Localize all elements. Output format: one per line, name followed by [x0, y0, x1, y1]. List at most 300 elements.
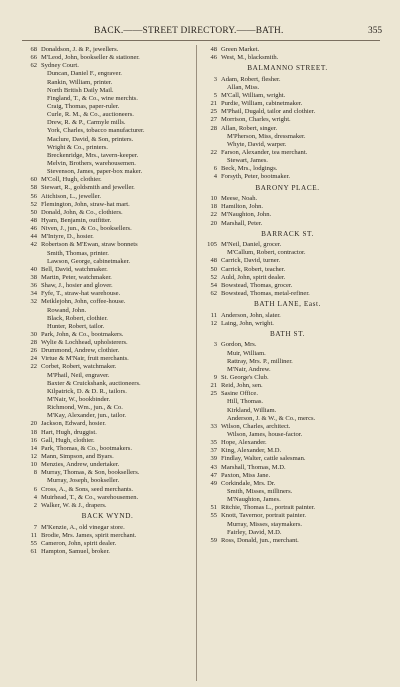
entry-text: Gordon, Mrs. [221, 341, 257, 349]
directory-entry [200, 133, 375, 141]
house-number: 16 [30, 436, 37, 444]
entry-text: Walker, W. & J., drapers. [41, 501, 107, 509]
entry-text: Hamilton, John. [221, 203, 264, 211]
entry-text: Baxter & Cruickshank, auctioneers. [47, 379, 141, 387]
entry-text: Curle, R. M., & Co., auctioneers. [47, 111, 134, 119]
entry-text: Stewart, James. [227, 157, 268, 165]
entry-text: M'Intyre, D., hosier. [41, 233, 94, 241]
directory-entry [20, 412, 195, 420]
house-number: 56 [30, 192, 37, 200]
entry-text: Hart, Hugh, druggist. [41, 428, 97, 436]
house-number: 48 [210, 46, 217, 53]
house-number: 61 [30, 547, 37, 555]
directory-entry [200, 266, 375, 274]
house-number: 4 [33, 493, 37, 501]
directory-entry [200, 341, 375, 349]
directory-entry [200, 46, 375, 54]
entry-text: St. George's Club. [221, 374, 269, 381]
entry-text: Muirhead, T., & Co., warehousemen. [41, 493, 139, 501]
directory-entry [200, 431, 375, 439]
house-number: 38 [30, 273, 37, 281]
page-header [0, 25, 400, 37]
entry-text: Donaldson, J. & P., jewellers. [41, 46, 119, 53]
house-number: 20 [210, 219, 217, 227]
house-number: 10 [30, 461, 37, 469]
entry-text: Farson, Alexander, tea merchant. [221, 149, 308, 157]
house-number: 48 [30, 216, 37, 224]
directory-entry [20, 160, 195, 168]
house-number: 46 [210, 54, 217, 62]
entry-text: M'Nair, W., bookbinder. [47, 396, 111, 404]
column-divider [196, 45, 197, 681]
house-number: 9 [213, 374, 217, 381]
directory-entry [200, 537, 375, 545]
entry-text: Duncan, Daniel F., engraver. [47, 70, 122, 78]
entry-text: M'Kenzie, A., old vinegar store. [41, 523, 125, 531]
house-number: 66 [30, 54, 37, 62]
entry-text: Findlay, Walter, cattle salesman. [221, 455, 306, 463]
house-number: 28 [30, 339, 37, 347]
house-number: 55 [210, 512, 217, 520]
directory-entry [200, 455, 375, 463]
directory-entry [200, 480, 375, 488]
directory-entry [20, 87, 195, 95]
directory-entry [200, 407, 375, 415]
directory-entry [20, 355, 195, 363]
house-number: 50 [30, 208, 37, 216]
directory-entry [200, 374, 375, 382]
directory-entry [20, 176, 195, 184]
street-heading: BACK WYND. [81, 512, 134, 521]
street-heading: BATH ST. [269, 329, 305, 338]
house-number: 22 [30, 363, 37, 371]
directory-entry [200, 203, 375, 211]
house-number: 25 [210, 390, 217, 398]
house-number: 40 [30, 265, 37, 273]
directory-entry [20, 339, 195, 347]
entry-text: Bell, David, watchmaker. [41, 265, 108, 273]
house-number: 46 [30, 225, 37, 233]
header-rule [22, 40, 380, 41]
entry-text: M'Phail, Neil, engraver. [47, 371, 110, 379]
house-number: 27 [210, 116, 217, 124]
house-number: 20 [30, 420, 37, 428]
house-number: 59 [210, 536, 217, 544]
directory-entry [20, 127, 195, 135]
directory-entry [200, 165, 375, 173]
house-number: 37 [210, 447, 217, 455]
directory-entry [200, 464, 375, 472]
entry-text: Ross, Donald, jun., merchant. [221, 536, 299, 544]
entry-text: Craig, Thomas, paper-ruler. [47, 102, 120, 110]
house-number: 21 [210, 382, 217, 390]
street-heading: BALMANNO STREET. [247, 64, 328, 73]
house-number: 11 [210, 311, 217, 319]
house-number: 47 [210, 471, 217, 479]
house-number: 68 [30, 46, 37, 53]
house-number: 30 [30, 330, 37, 338]
entry-text: M'Nair, Andrew. [227, 365, 271, 373]
entry-text: Breckenridge, Mrs., tavern-keeper. [47, 151, 139, 159]
entry-text: Hope, Alexander. [221, 439, 267, 447]
house-number: 10 [210, 195, 217, 203]
page-number: 355 [368, 26, 383, 36]
entry-text: Niven, J., jun., & Co., booksellers. [41, 225, 132, 233]
house-number: 11 [30, 531, 37, 539]
entry-text: York, Charles, tobacco manufacturer. [47, 127, 145, 135]
entry-text: Fingland, T., & Co., wine merchts. [47, 94, 138, 102]
house-number: 14 [30, 444, 37, 452]
entry-text: Aitchison, L., jeweller. [41, 192, 101, 200]
directory-entry [200, 241, 375, 249]
running-title: BACK.——STREET DIRECTORY.——BATH. [94, 26, 284, 36]
entry-text: Maclure, David, & Son, printers. [47, 135, 134, 143]
directory-entry [20, 380, 195, 388]
directory-entry [20, 548, 195, 556]
right-column [200, 46, 375, 545]
entry-text: Black, Robert, clothier. [47, 314, 108, 322]
directory-entry [200, 398, 375, 406]
entry-text: Meese, Noah. [221, 195, 258, 203]
entry-text: Fairley, David, M.D. [227, 528, 282, 536]
directory-entry [200, 141, 375, 149]
entry-text: Cross, A., & Sons, seed merchants. [41, 485, 134, 493]
directory-entry [20, 502, 195, 510]
house-number: 39 [210, 455, 217, 463]
house-number: 18 [210, 203, 217, 211]
directory-entry [200, 290, 375, 298]
directory-entry [200, 472, 375, 480]
house-number: 58 [30, 184, 37, 192]
entry-text: Ritchie, Thomas L., portrait painter. [221, 504, 316, 512]
entry-text: Auld, John, spirit dealer. [221, 273, 286, 281]
directory-entry [20, 111, 195, 119]
directory-entry [20, 404, 195, 412]
directory-entry [20, 420, 195, 428]
directory-entry [20, 372, 195, 380]
directory-entry [20, 540, 195, 548]
directory-entry [20, 429, 195, 437]
entry-text: Mann, Simpson, and Byars. [41, 453, 114, 461]
directory-entry [20, 453, 195, 461]
directory-entry [200, 350, 375, 358]
entry-text: Purdie, William, cabinetmaker. [221, 100, 303, 108]
directory-entry [20, 461, 195, 469]
house-number: 54 [210, 281, 217, 289]
directory-entry [20, 331, 195, 339]
directory-entry [200, 125, 375, 133]
directory-entry [20, 486, 195, 494]
house-number: 51 [210, 504, 217, 512]
house-number: 18 [30, 428, 37, 436]
entry-text: Rattray, Mrs. P., milliner. [227, 357, 293, 365]
directory-entry [20, 241, 195, 249]
entry-text: Muir, William. [227, 349, 266, 357]
directory-entry [200, 92, 375, 100]
directory-entry [200, 282, 375, 290]
directory-entry [200, 108, 375, 116]
directory-entry [20, 152, 195, 160]
house-number: 34 [30, 290, 37, 298]
directory-entry [200, 529, 375, 537]
entry-text: M'Callum, Robert, contractor. [227, 249, 306, 257]
street-heading: BARRACK ST. [261, 229, 314, 238]
house-number: 12 [210, 319, 217, 327]
house-number: 62 [30, 62, 37, 70]
entry-text: M'Leod, John, bookseller & stationer. [41, 54, 140, 62]
house-number: 52 [210, 273, 217, 281]
directory-entry [20, 396, 195, 404]
directory-entry [200, 504, 375, 512]
entry-text: Anderson, J. & W., & Co., mercs. [227, 414, 316, 422]
left-column [20, 46, 195, 556]
entry-text: Corbet, Robert, watchmaker. [41, 363, 117, 371]
entry-text: M'Call, William, wright. [221, 92, 286, 100]
directory-entry [20, 323, 195, 331]
entry-text: Bowstead, Thomas, metal-refiner. [221, 290, 310, 298]
directory-entry [20, 193, 195, 201]
entry-text: Park, John, & Co., bootmakers. [41, 330, 124, 338]
entry-text: Martin, Peter, watchmaker. [41, 273, 112, 281]
directory-entry [20, 298, 195, 306]
entry-text: Drew, R. & P., Carmyle mills. [47, 119, 126, 127]
entry-text: King, Alexander, M.D. [221, 447, 282, 455]
entry-text: Smith, Misses, milliners. [227, 487, 293, 495]
directory-entry [200, 521, 375, 529]
house-number: 43 [210, 463, 217, 471]
directory-entry [20, 209, 195, 217]
entry-text: Wright & Co., printers. [47, 143, 108, 151]
entry-text: Allan, Robert, singer. [221, 124, 278, 132]
entry-text: Wilson, Charles, architect. [221, 422, 291, 430]
house-number: 26 [30, 347, 37, 355]
house-number: 25 [210, 108, 217, 116]
entry-text: Paxton, Miss Jane. [221, 471, 271, 479]
directory-entry [200, 76, 375, 84]
entry-text: Marshall, Peter. [221, 219, 263, 227]
directory-entry [200, 173, 375, 181]
house-number: 50 [210, 265, 217, 273]
street-heading: BATH LANE, East. [253, 300, 322, 309]
directory-entry [200, 211, 375, 219]
entry-text: M'Kay, Alexander, jun., tailor. [47, 412, 127, 420]
directory-entry [200, 84, 375, 92]
entry-text: Park, Thomas, & Co., bootmakers. [41, 444, 132, 452]
entry-text: Anderson, John, slater. [221, 311, 281, 319]
house-number: 52 [30, 200, 37, 208]
directory-entry [200, 54, 375, 62]
directory-entry [200, 312, 375, 320]
entry-text: Drummond, Andrew, clothier. [41, 347, 120, 355]
entry-text: Hampton, Samuel, broker. [41, 547, 110, 555]
entry-text: Kilpatrick, D. & D. R., tailors. [47, 387, 127, 395]
house-number: 4 [213, 173, 217, 181]
directory-entry [200, 488, 375, 496]
directory-entry [200, 366, 375, 374]
entry-text: Flemington, John, straw-hat mart. [41, 200, 130, 208]
house-number: 6 [33, 485, 37, 493]
entry-text: Marshall, Thomas, M.D. [221, 463, 286, 471]
entry-text: Shaw, J., hosier and glover. [41, 282, 113, 290]
house-number: 55 [30, 539, 37, 547]
directory-entry [20, 54, 195, 62]
directory-entry [200, 249, 375, 257]
directory-entry [20, 290, 195, 298]
entry-text: Allan, Miss. [227, 83, 260, 91]
directory-entry [20, 144, 195, 152]
entry-text: Fyfe, T., straw-hat warehouse. [41, 290, 121, 298]
house-number: 3 [213, 341, 217, 349]
directory-entry [20, 437, 195, 445]
entry-text: Laing, John, wright. [221, 319, 274, 327]
house-number: 28 [210, 124, 217, 132]
directory-entry [20, 70, 195, 78]
house-number: 33 [210, 422, 217, 430]
entry-text: Rankin, William, printer. [47, 78, 113, 86]
directory-entry [20, 233, 195, 241]
directory-entry [200, 274, 375, 282]
entry-text: Virtue & M'Nair, fruit merchants. [41, 355, 129, 363]
house-number: 22 [210, 149, 217, 157]
house-number: 3 [213, 75, 217, 83]
directory-entry [200, 390, 375, 398]
entry-text: Murray, Misses, staymakers. [227, 520, 303, 528]
house-number: 60 [30, 176, 37, 184]
entry-text: Gall, Hugh, clothier. [41, 436, 95, 444]
directory-entry [20, 201, 195, 209]
entry-text: M'Pherson, Miss, dressmaker. [227, 132, 306, 140]
entry-text: Sydney Court. [41, 62, 79, 70]
entry-text: Hyam, Benjamin, outfitter. [41, 216, 112, 224]
directory-entry [20, 136, 195, 144]
entry-text: Robertson & M'Ewan, straw bonnets [41, 241, 138, 249]
entry-text: Kirkland, William. [227, 406, 277, 414]
directory-entry [200, 415, 375, 423]
entry-text: Cameron, John, spirit dealer. [41, 539, 117, 547]
directory-entry [200, 220, 375, 228]
directory-entry [20, 532, 195, 540]
entry-text: Wylie & Lochhead, upholsterers. [41, 339, 128, 347]
house-number: 42 [30, 241, 37, 249]
directory-entry [200, 447, 375, 455]
entry-text: Murray, Joseph, bookseller. [47, 477, 120, 485]
entry-text: Wilson, James, house-factor. [227, 430, 303, 438]
house-number: 36 [30, 282, 37, 290]
directory-entry [20, 282, 195, 290]
directory-entry [20, 388, 195, 396]
directory-entry [20, 217, 195, 225]
entry-text: M'Neil, Daniel, grocer. [221, 241, 282, 249]
directory-entry [20, 274, 195, 282]
entry-text: M'Naughton, James. [227, 496, 281, 504]
house-number: 62 [210, 290, 217, 298]
directory-entry [20, 250, 195, 258]
entry-text: Menzies, Andrew, undertaker. [41, 461, 120, 469]
entry-text: Melvin, Brothers, warehousemen. [47, 159, 136, 167]
directory-entry [20, 347, 195, 355]
entry-text: Corkindale, Mrs. Dr. [221, 479, 276, 487]
entry-text: North British Daily Mail. [47, 86, 114, 94]
directory-entry [20, 363, 195, 371]
entry-text: Hill, Thomas. [227, 398, 264, 406]
directory-entry [200, 195, 375, 203]
entry-text: Carrick, Robert, teacher. [221, 265, 286, 273]
entry-text: Donald, John, & Co., clothiers. [41, 208, 123, 216]
house-number: 49 [210, 479, 217, 487]
directory-entry [20, 103, 195, 111]
house-number: 6 [213, 165, 217, 173]
directory-entry [20, 469, 195, 477]
directory-entry [20, 477, 195, 485]
directory-entry [20, 168, 195, 176]
entry-text: Meiklejohn, John, coffee-house. [41, 298, 126, 306]
directory-entry [20, 307, 195, 315]
entry-text: Beck, Mrs., lodgings. [221, 165, 278, 173]
house-number: 24 [30, 355, 37, 363]
directory-entry [200, 116, 375, 124]
entry-text: Smith, Thomas, printer. [47, 249, 109, 257]
entry-text: Rowand, John. [47, 306, 87, 314]
entry-text: Stevenson, James, paper-box maker. [47, 168, 143, 176]
house-number: 5 [213, 92, 217, 100]
house-number: 32 [30, 298, 37, 306]
directory-entry [20, 119, 195, 127]
entry-text: Carrick, David, turner. [221, 257, 281, 265]
directory-entry [20, 46, 195, 54]
entry-text: Brodie, Mrs. James, spirit merchant. [41, 531, 137, 539]
directory-entry [20, 524, 195, 532]
house-number: 21 [210, 100, 217, 108]
entry-text: M'Phail, Dugald, tailor and clothier. [221, 108, 316, 116]
directory-entry [20, 95, 195, 103]
entry-text: Stewart, R., goldsmith and jeweller. [41, 184, 135, 192]
entry-text: Green Market. [221, 46, 260, 53]
directory-entry [200, 382, 375, 390]
directory-entry [20, 266, 195, 274]
house-number: 7 [33, 523, 37, 531]
house-number: 12 [30, 453, 37, 461]
house-number: 8 [33, 469, 37, 477]
entry-text: M'Coll, Hugh, clothier. [41, 176, 102, 184]
entry-text: Morrison, Charles, wright. [221, 116, 291, 124]
directory-entry [200, 439, 375, 447]
entry-text: Sasine Office. [221, 390, 258, 398]
directory-entry [200, 257, 375, 265]
house-number: 22 [210, 211, 217, 219]
directory-entry [200, 512, 375, 520]
house-number: 105 [207, 241, 217, 249]
house-number: 35 [210, 439, 217, 447]
entry-text: Richmond, Wm., jun., & Co. [47, 404, 123, 412]
entry-text: West, M., blacksmith. [221, 54, 279, 62]
entry-text: Adam, Robert, flesher. [221, 75, 281, 83]
entry-text: Forsyth, Peter, bootmaker. [221, 173, 291, 181]
directory-entry [200, 149, 375, 157]
entry-text: M'Naughton, John. [221, 211, 272, 219]
entry-text: Reid, John, sen. [221, 382, 263, 390]
house-number: 48 [210, 257, 217, 265]
directory-entry [20, 445, 195, 453]
entry-text: Lawson, George, cabinetmaker. [47, 257, 130, 265]
entry-text: Bowstead, Thomas, grocer. [221, 281, 293, 289]
entry-text: Whyte, David, warper. [227, 140, 287, 148]
directory-entry [200, 423, 375, 431]
directory-entry [20, 258, 195, 266]
directory-entry [200, 496, 375, 504]
entry-text: Knott, Tavernor, portrait painter. [221, 512, 306, 520]
directory-entry [20, 79, 195, 87]
house-number: 2 [33, 501, 37, 509]
